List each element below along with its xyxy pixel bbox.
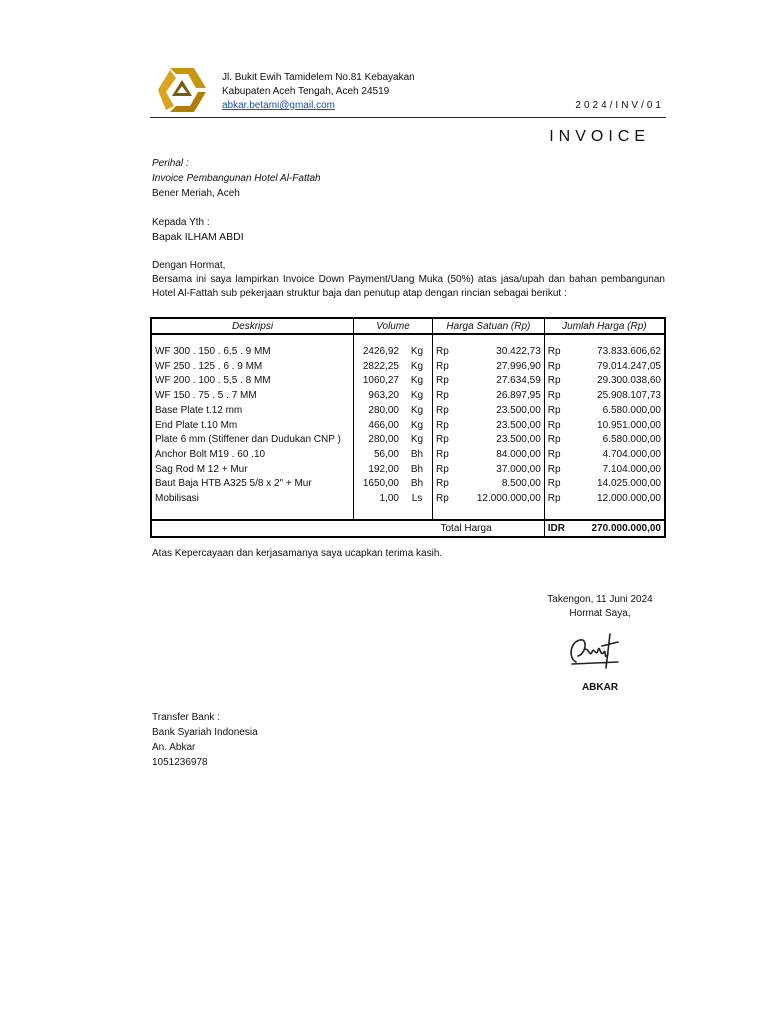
cell-volume: 963,20 xyxy=(368,390,399,402)
cell-currency: Rp xyxy=(547,493,561,505)
company-logo xyxy=(152,66,212,114)
subject-label: Perihal : xyxy=(152,158,189,169)
table-row xyxy=(151,433,665,448)
company-address xyxy=(222,71,415,113)
cell-volume: 192,00 xyxy=(368,463,399,475)
regards: Hormat Saya, xyxy=(569,608,631,619)
cell-currency: Rp xyxy=(547,463,561,475)
cell-description: WF 250 . 125 . 6 . 9 MM xyxy=(151,360,354,375)
cell-total-price: 4.704.000,00 xyxy=(602,448,661,460)
table-row xyxy=(151,492,665,507)
table-row xyxy=(151,374,665,389)
cell-description: WF 200 . 100 . 5,5 . 8 MM xyxy=(151,374,354,389)
table-row xyxy=(151,463,665,478)
recipient-name: Bapak ILHAM ABDI xyxy=(152,231,244,243)
table-row xyxy=(151,404,665,419)
cell-unit: Ls xyxy=(402,492,433,507)
cell-unit-price: 12.000.000,00 xyxy=(455,492,544,507)
header-jumlah-harga: Jumlah Harga (Rp) xyxy=(544,318,665,334)
cell-description: WF 150 . 75 . 5 . 7 MM xyxy=(151,389,354,404)
cell-currency: Rp xyxy=(547,478,561,490)
cell-description: Baut Baja HTB A325 5/8 x 2" + Mur xyxy=(151,477,354,492)
subject-block xyxy=(152,156,321,201)
cell-volume: 280,00 xyxy=(368,434,399,446)
recipient-label: Kepada Yth : xyxy=(152,217,210,228)
cell-unit-price: 84.000,00 xyxy=(455,448,544,463)
cell-currency: Rp xyxy=(436,360,449,372)
document-title: INVOICE xyxy=(549,128,650,145)
bank-name: Bank Syariah Indonesia xyxy=(152,727,258,738)
cell-currency: Rp xyxy=(436,448,449,460)
cell-volume: 2426,92 xyxy=(362,346,399,357)
address-line-2: Kabupaten Aceh Tengah, Aceh 24519 xyxy=(222,86,390,97)
cell-currency: Rp xyxy=(436,493,449,505)
greeting: Dengan Hormat, xyxy=(152,260,226,271)
cell-unit: Kg xyxy=(402,433,433,448)
cell-volume: 1650,00 xyxy=(362,478,399,490)
cell-currency: Rp xyxy=(547,375,561,387)
cell-total-price: 73.833.606,62 xyxy=(597,346,661,357)
recipient-block xyxy=(152,215,244,245)
cell-unit: Bh xyxy=(402,448,433,463)
table-header-row xyxy=(151,318,665,334)
header-harga-satuan: Harga Satuan (Rp) xyxy=(433,318,545,334)
cell-volume: 466,00 xyxy=(368,419,399,431)
bank-account-name: An. Abkar xyxy=(152,742,196,753)
cell-volume: 1060,27 xyxy=(362,375,399,387)
cell-description: End Plate t.10 Mm xyxy=(151,419,354,434)
header-divider xyxy=(150,117,666,118)
cell-volume: 280,00 xyxy=(368,404,399,416)
cell-total-price: 14.025.000,00 xyxy=(597,478,661,490)
cell-description: Sag Rod M 12 + Mur xyxy=(151,463,354,478)
cell-unit-price: 30.422,73 xyxy=(455,345,544,360)
cell-total-price: 10.951.000,00 xyxy=(597,419,661,431)
invoice-number: 2024/INV/01 xyxy=(575,100,664,111)
cell-unit-price: 27.634,59 xyxy=(455,374,544,389)
header-volume: Volume xyxy=(354,318,433,334)
cell-currency: Rp xyxy=(436,478,449,490)
table-row xyxy=(151,477,665,492)
cell-currency: Rp xyxy=(547,404,561,416)
cell-currency: Rp xyxy=(436,346,449,357)
place-date: Takengon, 11 Juni 2024 xyxy=(547,594,653,605)
cell-currency: Rp xyxy=(436,419,449,431)
spacer-row xyxy=(151,507,665,520)
cell-unit: Kg xyxy=(402,404,433,419)
cell-currency: Rp xyxy=(436,434,449,446)
cell-description: Plate 6 mm (Stiffener dan Dudukan CNP ) xyxy=(151,433,354,448)
cell-unit-price: 37.000,00 xyxy=(455,463,544,478)
invoice-table xyxy=(150,317,666,538)
cell-volume: 56,00 xyxy=(373,448,399,460)
table-row xyxy=(151,448,665,463)
body-paragraph: Bersama ini saya lampirkan Invoice Down Payment/Uang Muka (50%) atas jasa/upah dan bahan pembangunan Hotel Al-Fattah sub pekerjaan struktur baja dan penutup atap dengan rincian sebagai berikut : xyxy=(152,274,665,299)
cell-description: WF 300 . 150 . 6,5 . 9 MM xyxy=(151,345,354,360)
header-deskripsi: Deskripsi xyxy=(151,318,354,334)
subject-line-1: Invoice Pembangunan Hotel Al-Fattah xyxy=(152,173,321,184)
cell-currency: Rp xyxy=(547,448,561,460)
cell-currency: Rp xyxy=(436,375,449,387)
cell-total-price: 12.000.000,00 xyxy=(597,493,661,505)
total-value: 270.000.000,00 xyxy=(568,520,665,537)
handwritten-signature xyxy=(564,628,624,672)
total-row xyxy=(151,520,665,537)
table-row xyxy=(151,360,665,375)
total-currency: IDR xyxy=(544,520,568,537)
bank-info xyxy=(152,710,258,770)
bank-label: Transfer Bank : xyxy=(152,712,220,723)
cell-unit: Bh xyxy=(402,477,433,492)
cell-unit: Kg xyxy=(402,360,433,375)
cell-unit: Kg xyxy=(402,345,433,360)
cell-total-price: 25.908.107,73 xyxy=(597,390,661,402)
cell-volume: 1,00 xyxy=(379,493,399,505)
bank-account-number: 1051236978 xyxy=(152,757,208,768)
cell-volume: 2822,25 xyxy=(362,360,399,372)
cell-unit-price: 8.500,00 xyxy=(455,477,544,492)
subject-line-2: Bener Meriah, Aceh xyxy=(152,188,240,199)
signature-block xyxy=(540,593,660,621)
cell-total-price: 7.104.000,00 xyxy=(602,463,661,475)
spacer-row xyxy=(151,334,665,345)
signer-name: ABKAR xyxy=(581,682,619,693)
cell-unit: Kg xyxy=(402,374,433,389)
cell-unit-price: 26.897,95 xyxy=(455,389,544,404)
cell-total-price: 29.300.038,60 xyxy=(597,375,661,387)
table-row xyxy=(151,419,665,434)
cell-currency: Rp xyxy=(436,463,449,475)
closing-text: Atas Kepercayaan dan kerjasamanya saya ucapkan terima kasih. xyxy=(152,548,443,559)
cell-total-price: 6.580.000,00 xyxy=(602,404,661,416)
cell-total-price: 6.580.000,00 xyxy=(602,434,661,446)
table-row xyxy=(151,345,665,360)
cell-currency: Rp xyxy=(436,390,449,402)
email-link[interactable]: abkar.betami@gmail.com xyxy=(222,100,335,111)
cell-unit: Kg xyxy=(402,419,433,434)
cell-unit-price: 23.500,00 xyxy=(455,404,544,419)
cell-currency: Rp xyxy=(547,390,561,402)
cell-description: Mobilisasi xyxy=(151,492,354,507)
cell-unit-price: 23.500,00 xyxy=(455,419,544,434)
cell-currency: Rp xyxy=(436,404,449,416)
cell-currency: Rp xyxy=(547,360,561,372)
cell-unit-price: 23.500,00 xyxy=(455,433,544,448)
cell-currency: Rp xyxy=(547,419,561,431)
address-line-1: Jl. Bukit Ewih Tamidelem No.81 Kebayakan xyxy=(222,72,415,83)
total-label: Total Harga xyxy=(433,520,545,537)
cell-unit: Kg xyxy=(402,389,433,404)
table-row xyxy=(151,389,665,404)
letter-body xyxy=(152,259,665,301)
cell-currency: Rp xyxy=(547,434,561,446)
cell-unit-price: 27.996,90 xyxy=(455,360,544,375)
cell-description: Base Plate t.12 mm xyxy=(151,404,354,419)
cell-unit: Bh xyxy=(402,463,433,478)
cell-description: Anchor Bolt M19 . 60 .10 xyxy=(151,448,354,463)
cell-total-price: 79.014.247,05 xyxy=(597,360,661,372)
cell-currency: Rp xyxy=(547,346,561,357)
